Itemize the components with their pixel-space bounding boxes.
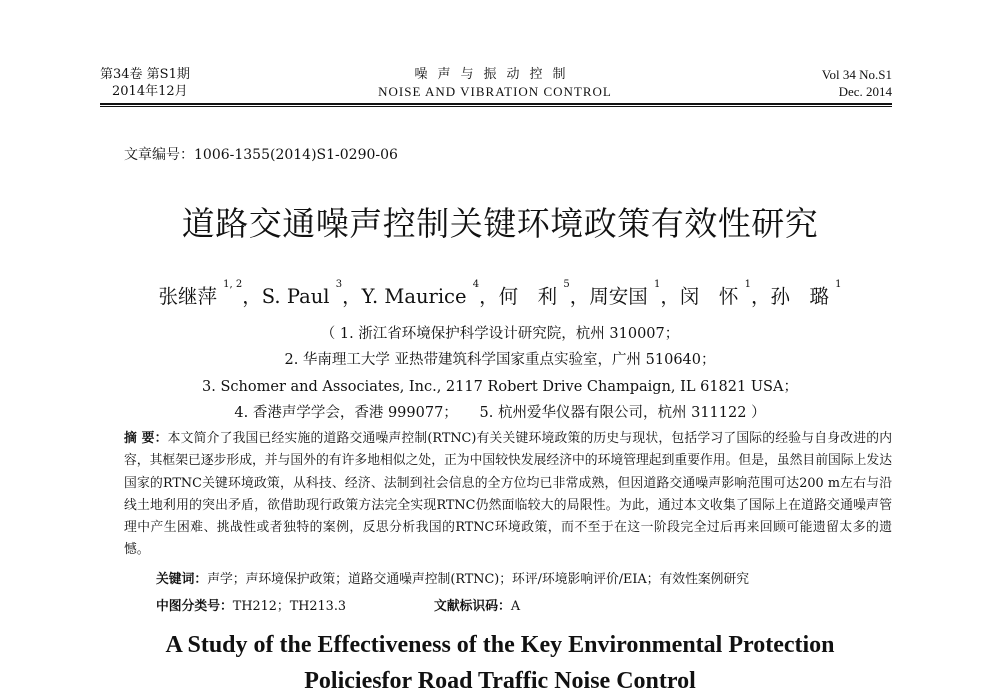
author-affiliation-mark: 1 xyxy=(835,279,842,290)
author xyxy=(770,279,842,308)
author-separator: ， xyxy=(479,285,499,308)
author-name: S. Paul xyxy=(261,285,330,308)
author-separator: ， xyxy=(242,285,262,308)
author-name: Y. Maurice xyxy=(361,285,467,308)
abstract-label: 摘 要： xyxy=(124,431,168,446)
paper-title-en-line2: Policiesfor Road Traffic Noise Control xyxy=(304,668,696,694)
clc-label: 中图分类号： xyxy=(156,599,233,614)
author-separator: ， xyxy=(660,285,680,308)
author-separator: ， xyxy=(750,285,771,308)
author-affiliation-mark: 1, 2 xyxy=(223,279,243,290)
author-name: 张继萍 xyxy=(158,285,217,308)
author xyxy=(361,279,499,308)
author xyxy=(498,279,590,308)
volume-issue-en: Vol 34 No.S1 xyxy=(821,67,892,82)
header-rule-thin xyxy=(100,106,892,107)
author-separator: ， xyxy=(569,285,590,308)
publication-date: 2014年12月 xyxy=(112,84,188,99)
author xyxy=(261,279,362,308)
journal-name-en: NOISE AND VIBRATION CONTROL xyxy=(378,84,612,99)
author-separator: ， xyxy=(342,285,362,308)
volume-issue: 第34卷 第S1期 xyxy=(100,67,190,82)
affiliation-1: （ 1. 浙江省环境保护科学设计研究院，杭州 310007； xyxy=(320,326,680,342)
clc-value: TH212；TH213.3 xyxy=(232,599,347,614)
article-number: 文章编号：1006-1355(2014)S1-0290-06 xyxy=(124,147,398,163)
affiliation-2: 2. 华南理工大学 亚热带建筑科学国家重点实验室，广州 510640； xyxy=(284,352,716,368)
abstract xyxy=(124,428,892,562)
author-name: 何 利 xyxy=(498,285,558,308)
author-name: 孙 璐 xyxy=(770,285,829,308)
keywords xyxy=(156,568,749,587)
paper-title-en-line1: A Study of the Effectiveness of the Key Environmental Protection xyxy=(165,632,835,658)
author-affiliation-mark: 3 xyxy=(335,279,343,290)
author xyxy=(679,279,771,308)
abstract-text: 本文简介了我国已经实施的道路交通噪声控制(RTNC)有关关键环境政策的历史与现状，包括学习了国际的经验与自身改进的内容，其框架已逐步形成，并与国外的有许多地相似之处，正为中国较快发展经济中的环境管理起到重要作用。但是，虽然目前国际上发达国家的RTNC关键环境政策，从科技、经济、法制到社会信息的全方位均已非常成熟，但因道路交通噪声影响范围可达200 m左右与沿线土地利用的突出矛盾，欲借助现行政策方法完全实现RTNC仍然面临较大的局限性。为此，通过本文收集了国际上在道路交通噪声管理中产生困难、挑战性或者独特的案例，反思分析我国的RTNC环境政策，而不至于在这一阶段完全过后再来回顾可能遗留太多的遗憾。 xyxy=(124,431,892,558)
classification-line xyxy=(156,595,520,614)
keywords-text: 声学；声环境保护政策；道路交通噪声控制(RTNC)；环评/环境影响评价/EIA；有效性案例研究 xyxy=(207,572,750,587)
author-list xyxy=(0,281,1000,309)
publication-date-en: Dec. 2014 xyxy=(838,84,892,99)
author-name: 闵 怀 xyxy=(679,285,739,308)
author xyxy=(158,279,262,308)
doc-code-value: A xyxy=(510,599,521,614)
journal-name-zh: 噪声与振动控制 xyxy=(414,67,576,82)
doc-code-label: 文献标识码： xyxy=(434,599,511,614)
author-affiliation-mark: 5 xyxy=(563,279,570,290)
header-rule-thick xyxy=(100,103,892,105)
paper-title-zh: 道路交通噪声控制关键环境政策有效性研究 xyxy=(181,204,819,243)
author xyxy=(589,279,680,308)
affiliation-3: 3. Schomer and Associates, Inc., 2117 Robert Drive Champaign, IL 61821 USA； xyxy=(202,379,798,395)
journal-volume-info-en xyxy=(780,66,892,100)
keywords-label: 关键词： xyxy=(156,572,208,587)
affiliation-4: 4. 香港声学学会，香港 999077； 5. 杭州爱华仪器有限公司，杭州 311122 ） xyxy=(234,405,766,421)
journal-name xyxy=(330,66,660,100)
author-name: 周安国 xyxy=(589,285,648,308)
author-affiliation-mark: 1 xyxy=(744,279,751,290)
journal-volume-info xyxy=(100,66,190,100)
author-affiliation-mark: 1 xyxy=(653,279,661,290)
author-affiliation-mark: 4 xyxy=(472,279,480,290)
